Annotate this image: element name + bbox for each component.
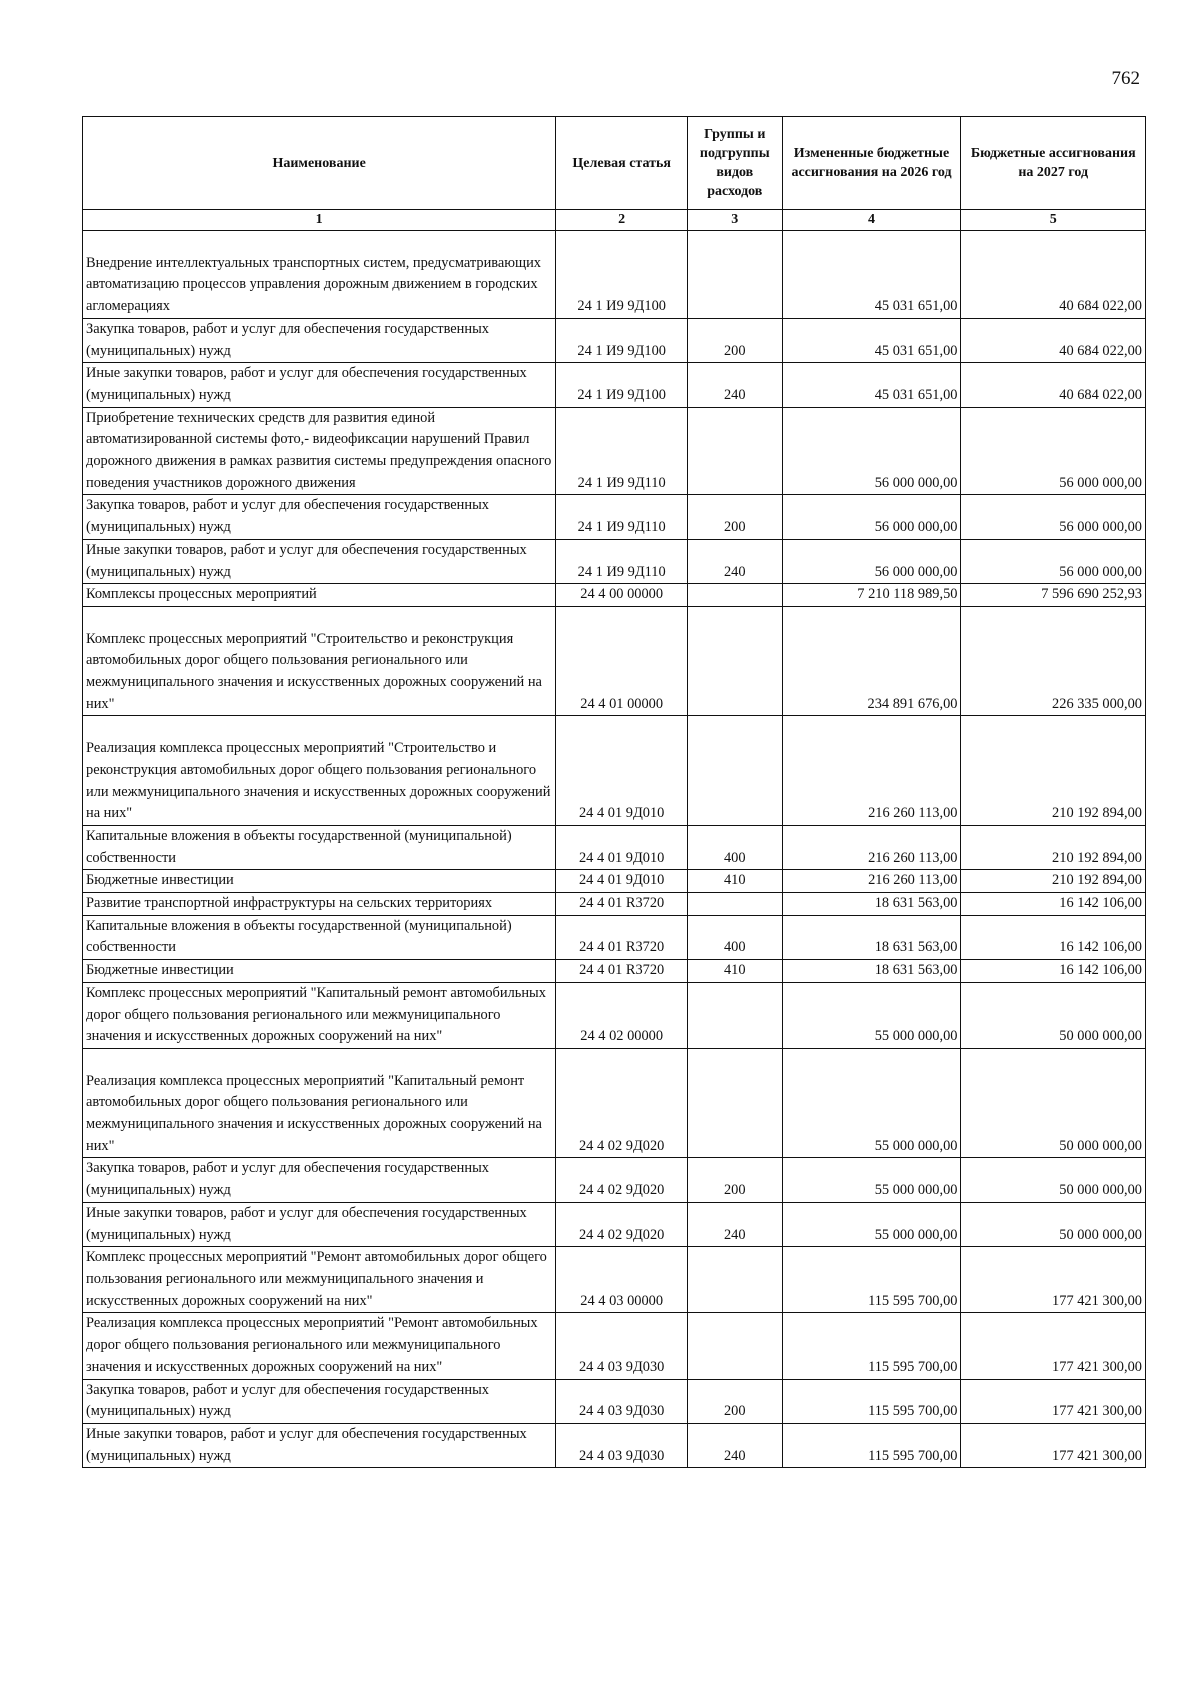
row-group: 240 xyxy=(723,386,746,403)
table-row xyxy=(83,539,1146,583)
column-number: 4 xyxy=(782,210,961,231)
row-amount-2027: 40 684 022,00 xyxy=(1059,386,1142,403)
row-name: Бюджетные инвестиции xyxy=(86,872,234,889)
row-amount-2027: 16 142 106,00 xyxy=(1059,895,1142,912)
row-name: Реализация комплекса процессных мероприятий "Капитальный ремонт автомобильных дорог общего пользования регионального или межмуниципального значения и искусственных дорожных сооружений на них" xyxy=(86,1072,542,1154)
row-amount-2026: 216 260 113,00 xyxy=(868,805,958,822)
table-row xyxy=(83,231,1146,319)
row-amount-2026: 216 260 113,00 xyxy=(868,849,958,866)
row-code: 24 4 02 9Д020 xyxy=(578,1137,665,1154)
row-name: Приобретение технических средств для развития единой автоматизированной системы фото,- видеофиксации нарушений Правил дорожного движения в рамках развития системы предупреждения опасного поведения участников дорожного движения xyxy=(86,409,552,491)
row-amount-2026: 7 210 118 989,50 xyxy=(857,586,958,603)
column-number: 3 xyxy=(688,210,782,231)
table-body xyxy=(83,231,1146,1468)
row-group: 400 xyxy=(723,849,746,866)
table-row xyxy=(83,363,1146,407)
header-name: Наименование xyxy=(83,117,556,210)
header-row xyxy=(83,117,1146,210)
row-amount-2026: 55 000 000,00 xyxy=(874,1182,958,1199)
row-name: Комплекс процессных мероприятий "Капитальный ремонт автомобильных дорог общего пользования регионального или межмуниципального значения и искусственных дорожных сооружений на них" xyxy=(86,984,546,1045)
row-amount-2027: 177 421 300,00 xyxy=(1052,1403,1142,1420)
row-code: 24 4 03 9Д030 xyxy=(578,1358,665,1375)
column-number: 2 xyxy=(556,210,688,231)
row-amount-2026: 216 260 113,00 xyxy=(868,872,958,889)
table-row xyxy=(83,716,1146,826)
row-name: Капитальные вложения в объекты государственной (муниципальной) собственности xyxy=(86,827,512,866)
row-amount-2026: 234 891 676,00 xyxy=(867,695,958,712)
table-row xyxy=(83,915,1146,959)
row-amount-2026: 45 031 651,00 xyxy=(874,342,958,359)
row-group: 410 xyxy=(723,962,746,979)
row-amount-2027: 210 192 894,00 xyxy=(1052,872,1142,889)
row-amount-2026: 18 631 563,00 xyxy=(874,939,958,956)
row-name: Бюджетные инвестиции xyxy=(86,962,234,979)
row-code: 24 4 01 9Д010 xyxy=(578,849,665,866)
row-amount-2026: 115 595 700,00 xyxy=(868,1447,958,1464)
row-code: 24 4 01 00000 xyxy=(580,695,664,712)
row-amount-2027: 40 684 022,00 xyxy=(1059,298,1142,315)
row-amount-2027: 177 421 300,00 xyxy=(1052,1358,1142,1375)
row-code: 24 4 01 9Д010 xyxy=(578,805,665,822)
row-code: 24 1 И9 9Д100 xyxy=(577,298,666,315)
table-row xyxy=(83,606,1146,716)
row-code: 24 1 И9 9Д110 xyxy=(577,474,666,491)
row-group: 410 xyxy=(723,872,746,889)
row-name: Капитальные вложения в объекты государственной (муниципальной) собственности xyxy=(86,917,512,956)
row-code: 24 1 И9 9Д110 xyxy=(577,563,666,580)
header-amount-2027: Бюджетные ассигнования на 2027 год xyxy=(961,117,1146,210)
row-code: 24 4 01 R3720 xyxy=(579,962,665,979)
row-amount-2027: 50 000 000,00 xyxy=(1059,1137,1142,1154)
row-amount-2026: 45 031 651,00 xyxy=(874,298,958,315)
row-amount-2027: 210 192 894,00 xyxy=(1052,805,1142,822)
row-group: 240 xyxy=(723,1226,746,1243)
row-amount-2027: 50 000 000,00 xyxy=(1059,1226,1142,1243)
table-row xyxy=(83,318,1146,362)
row-amount-2027: 226 335 000,00 xyxy=(1052,695,1142,712)
table-row xyxy=(83,825,1146,869)
budget-table xyxy=(82,116,1146,1468)
table-row xyxy=(83,1247,1146,1313)
row-code: 24 1 И9 9Д100 xyxy=(577,386,666,403)
table-row xyxy=(83,584,1146,607)
row-name: Закупка товаров, работ и услуг для обеспечения государственных (муниципальных) нужд xyxy=(86,320,489,359)
row-code: 24 4 02 9Д020 xyxy=(578,1226,665,1243)
row-amount-2026: 55 000 000,00 xyxy=(874,1028,958,1045)
row-amount-2027: 56 000 000,00 xyxy=(1059,519,1142,536)
row-name: Иные закупки товаров, работ и услуг для обеспечения государственных (муниципальных) нужд xyxy=(86,541,527,580)
row-amount-2027: 50 000 000,00 xyxy=(1059,1028,1142,1045)
row-code: 24 4 01 R3720 xyxy=(579,895,665,912)
page-number: 762 xyxy=(1111,68,1140,89)
row-code: 24 1 И9 9Д110 xyxy=(577,519,666,536)
row-group: 240 xyxy=(723,1447,746,1464)
row-amount-2026: 56 000 000,00 xyxy=(874,474,958,491)
row-amount-2027: 177 421 300,00 xyxy=(1052,1447,1142,1464)
row-amount-2027: 177 421 300,00 xyxy=(1052,1292,1142,1309)
table-row xyxy=(83,1202,1146,1246)
row-amount-2026: 115 595 700,00 xyxy=(868,1403,958,1420)
row-code: 24 4 02 00000 xyxy=(580,1028,664,1045)
row-group: 200 xyxy=(723,342,746,359)
row-name: Развитие транспортной инфраструктуры на сельских территориях xyxy=(86,895,493,912)
row-code: 24 4 03 00000 xyxy=(580,1292,664,1309)
column-number: 5 xyxy=(961,210,1146,231)
row-amount-2027: 210 192 894,00 xyxy=(1052,849,1142,866)
table-row xyxy=(83,1158,1146,1202)
row-name: Комплексы процессных мероприятий xyxy=(86,586,317,603)
column-number: 1 xyxy=(83,210,556,231)
row-code: 24 4 01 9Д010 xyxy=(578,872,665,889)
row-name: Закупка товаров, работ и услуг для обеспечения государственных (муниципальных) нужд xyxy=(86,497,489,536)
row-name: Комплекс процессных мероприятий "Строительство и реконструкция автомобильных дорог общего пользования регионального или межмуниципального значения и искусственных дорожных сооружений на них" xyxy=(86,630,542,712)
row-group: 200 xyxy=(723,1182,746,1199)
row-code: 24 4 03 9Д030 xyxy=(578,1403,665,1420)
row-amount-2027: 7 596 690 252,93 xyxy=(1041,586,1142,603)
row-group: 400 xyxy=(723,939,746,956)
row-name: Закупка товаров, работ и услуг для обеспечения государственных (муниципальных) нужд xyxy=(86,1381,489,1420)
row-code: 24 4 02 9Д020 xyxy=(578,1182,665,1199)
row-amount-2026: 115 595 700,00 xyxy=(868,1358,958,1375)
row-group: 240 xyxy=(723,563,746,580)
row-name: Иные закупки товаров, работ и услуг для обеспечения государственных (муниципальных) нужд xyxy=(86,1204,527,1243)
table-row xyxy=(83,982,1146,1048)
header-group: Группы и подгруппы видов расходов xyxy=(688,117,782,210)
table-row xyxy=(83,870,1146,893)
table-row xyxy=(83,1379,1146,1423)
row-code: 24 4 01 R3720 xyxy=(579,939,665,956)
row-code: 24 4 00 00000 xyxy=(580,586,664,603)
table-row xyxy=(83,960,1146,983)
row-name: Реализация комплекса процессных мероприятий "Строительство и реконструкция автомобильных дорог общего пользования регионального или межмуниципального значения и искусственных дорожных сооружений на них" xyxy=(86,740,551,822)
row-amount-2026: 56 000 000,00 xyxy=(874,519,958,536)
header-amount-2026: Измененные бюджетные ассигнования на 2026 год xyxy=(782,117,961,210)
row-code: 24 4 03 9Д030 xyxy=(578,1447,665,1464)
table-row xyxy=(83,1048,1146,1158)
row-name: Комплекс процессных мероприятий "Ремонт автомобильных дорог общего пользования регионального или межмуниципального значения и искусственных дорожных сооружений на них" xyxy=(86,1249,547,1309)
row-name: Реализация комплекса процессных мероприятий "Ремонт автомобильных дорог общего пользования регионального или межмуниципального значения и искусственных дорожных сооружений на них" xyxy=(86,1315,538,1375)
row-amount-2027: 50 000 000,00 xyxy=(1059,1182,1142,1199)
row-group: 200 xyxy=(723,1403,746,1420)
table-row xyxy=(83,495,1146,539)
row-amount-2027: 56 000 000,00 xyxy=(1059,474,1142,491)
row-amount-2027: 56 000 000,00 xyxy=(1059,563,1142,580)
row-amount-2026: 18 631 563,00 xyxy=(874,895,958,912)
row-amount-2026: 45 031 651,00 xyxy=(874,386,958,403)
column-number-row xyxy=(83,210,1146,231)
row-name: Внедрение интеллектуальных транспортных систем, предусматривающих автоматизацию процессов управления дорожным движением в городских агломерациях xyxy=(86,254,541,315)
table-row xyxy=(83,893,1146,916)
row-code: 24 1 И9 9Д100 xyxy=(577,342,666,359)
row-amount-2027: 40 684 022,00 xyxy=(1059,342,1142,359)
row-name: Закупка товаров, работ и услуг для обеспечения государственных (муниципальных) нужд xyxy=(86,1160,489,1199)
row-amount-2026: 56 000 000,00 xyxy=(874,563,958,580)
row-name: Иные закупки товаров, работ и услуг для обеспечения государственных (муниципальных) нужд xyxy=(86,365,527,403)
row-amount-2026: 55 000 000,00 xyxy=(874,1226,958,1243)
row-name: Иные закупки товаров, работ и услуг для обеспечения государственных (муниципальных) нужд xyxy=(86,1425,527,1464)
row-amount-2026: 18 631 563,00 xyxy=(874,962,958,979)
row-group: 200 xyxy=(723,519,746,536)
table-row xyxy=(83,407,1146,495)
header-code: Целевая статья xyxy=(556,117,688,210)
row-amount-2026: 55 000 000,00 xyxy=(874,1137,958,1154)
row-amount-2027: 16 142 106,00 xyxy=(1059,962,1142,979)
row-amount-2027: 16 142 106,00 xyxy=(1059,939,1142,956)
row-amount-2026: 115 595 700,00 xyxy=(868,1292,958,1309)
table-row xyxy=(83,1423,1146,1467)
table-row xyxy=(83,1313,1146,1379)
